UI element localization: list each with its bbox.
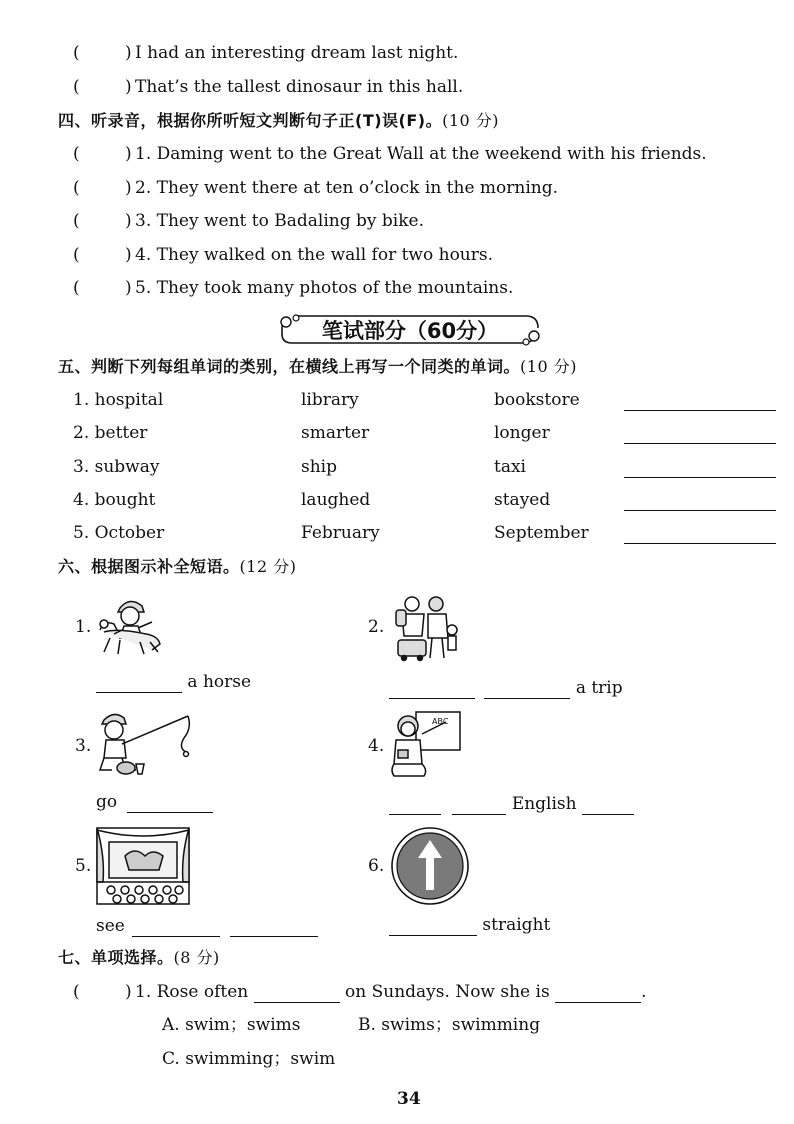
word-cell: 4. bought [73,490,156,510]
answer-blank[interactable] [389,917,477,936]
paren-close: ) [125,982,132,1002]
phrase-text: straight [482,915,551,935]
item-number: 4. [368,736,385,756]
answer-paren[interactable]: ( [73,144,80,164]
item-text: I had an interesting dream last night. [135,43,459,63]
answer-paren[interactable]: ( [73,77,80,97]
straight-arrow-sign-icon [390,826,470,906]
word-cell: longer [494,423,550,443]
answer-paren[interactable]: ( [73,211,80,231]
question-text: . [641,982,647,1002]
item2-answer [389,677,623,699]
answer-blank[interactable] [96,674,182,693]
item-number: 6. [368,856,385,876]
section7-score: (8 分) [173,948,220,967]
word-cell: ship [301,457,337,477]
phrase-text: see [96,916,125,936]
page-number: 34 [397,1089,421,1109]
answer-blank[interactable] [624,392,776,411]
family-trip-icon [390,592,464,664]
fishing-boy-icon [92,708,196,778]
section4-item-1: ( ) 1. Daming went to the Great Wall at the weekend with his friends. [73,144,707,164]
theatre-stage-icon [95,826,191,906]
option-a[interactable]: A. swim；swims [162,1015,301,1035]
item-text: 5. They took many photos of the mountains. [135,278,514,298]
written-part-banner [276,312,544,348]
answer-paren[interactable]: ( [73,43,80,63]
section4-item-2: ( ) 2. They went there at ten o’clock in the morning. [73,178,559,198]
item4-answer [389,793,634,815]
item5-answer [96,915,318,937]
word-cell: smarter [301,423,370,443]
answer-blank[interactable] [230,918,318,937]
item-text: 2. They went there at ten o’clock in the morning. [135,178,559,198]
item-text: That’s the tallest dinosaur in this hall. [135,77,464,97]
answer-blank[interactable] [132,918,220,937]
answer-blank[interactable] [127,794,213,813]
word-cell: bookstore [494,390,580,410]
item-number: 5. [75,856,92,876]
item-text: 1. Daming went to the Great Wall at the weekend with his friends. [135,144,707,164]
phrase-text: go [96,792,118,812]
answer-blank[interactable] [389,796,441,815]
section7-question-1 [73,981,647,1003]
item6-answer [389,914,550,936]
question-text: 1. Rose often [135,982,249,1002]
phrase-text: English [511,794,577,814]
section7-title: 七、单项选择。(8 分) [58,948,220,967]
item3-answer [96,791,213,813]
answer-paren[interactable]: ( [73,278,80,298]
question-text: on Sundays. Now she is [345,982,550,1002]
item-number: 3. [75,736,92,756]
top-item-1 [73,42,458,64]
top-item-2 [73,76,463,98]
answer-paren[interactable]: ( [73,982,80,1002]
section5-score: (10 分) [520,357,577,376]
section4-title: 四、听录音，根据你所听短文判断句子正(T)误(F)。(10 分) [58,111,500,130]
word-cell: February [301,523,380,543]
item-number: 2. [368,617,385,637]
word-cell: 2. better [73,423,148,443]
word-cell: 3. subway [73,457,160,477]
answer-blank[interactable] [624,459,776,478]
word-cell: laughed [301,490,371,510]
answer-paren[interactable]: ( [73,245,80,265]
blackboard-text: ABC [432,717,449,726]
item-text: 4. They walked on the wall for two hours. [135,245,494,265]
paren-close: ) [125,77,132,97]
answer-blank[interactable] [624,425,776,444]
answer-blank[interactable] [452,796,506,815]
paren-close: ) [125,43,132,63]
section6-title: 六、根据图示补全短语。(12 分) [58,557,297,576]
phrase-text: a horse [187,672,252,692]
answer-blank[interactable] [254,984,340,1003]
section4-item-3: ( ) 3. They went to Badaling by bike. [73,211,424,231]
word-cell: stayed [494,490,551,510]
section5-title: 五、判断下列每组单词的类别，在横线上再写一个同类的单词。(10 分) [58,357,577,376]
answer-blank[interactable] [582,796,634,815]
word-cell: 5. October [73,523,165,543]
teacher-blackboard-icon [388,708,464,780]
option-c[interactable]: C. swimming；swim [162,1049,336,1069]
option-b[interactable]: B. swims；swimming [358,1015,541,1035]
section6-score: (12 分) [239,557,297,576]
answer-blank[interactable] [624,525,776,544]
item-text: 3. They went to Badaling by bike. [135,211,424,231]
horse-riding-boy-icon [94,594,168,660]
item1-answer [96,671,251,693]
word-cell: September [494,523,589,543]
answer-blank[interactable] [555,984,641,1003]
word-cell: taxi [494,457,526,477]
answer-blank[interactable] [624,492,776,511]
phrase-text: a trip [575,678,623,698]
banner-title: 笔试部分（60分） [321,319,499,343]
item-number: 1. [75,617,92,637]
answer-blank[interactable] [484,680,570,699]
answer-blank[interactable] [389,680,475,699]
section4-score: (10 分) [442,111,500,130]
word-cell: 1. hospital [73,390,164,410]
answer-paren[interactable]: ( [73,178,80,198]
section4-item-5: ( ) 5. They took many photos of the mountains. [73,278,514,298]
word-cell: library [301,390,359,410]
section4-item-4: ( ) 4. They walked on the wall for two hours. [73,245,494,265]
